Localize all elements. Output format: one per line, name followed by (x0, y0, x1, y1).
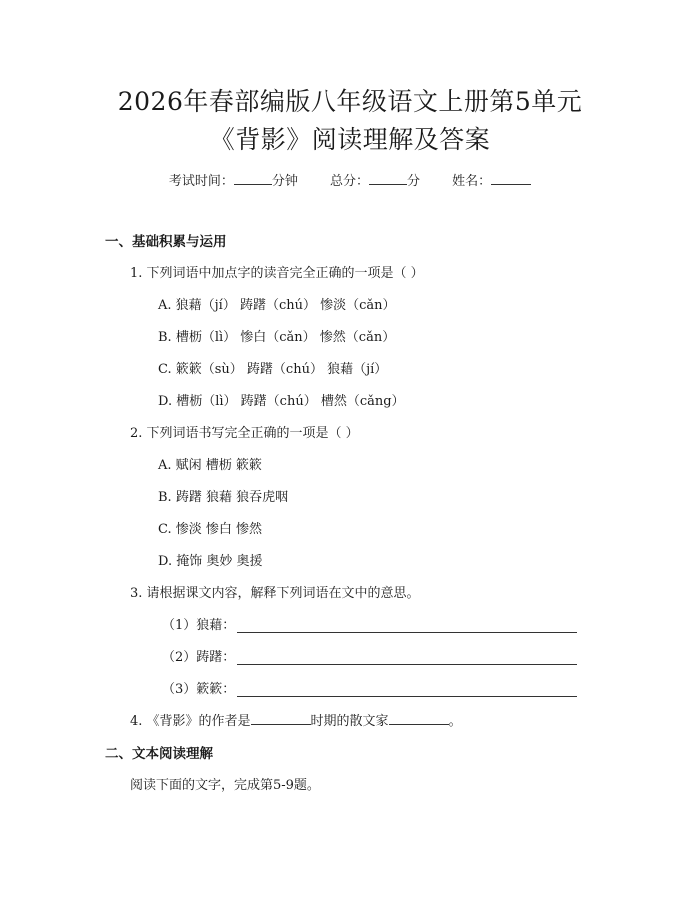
answer-line (237, 620, 577, 633)
document-title-line-1: 2026年春部编版八年级语文上册第5单元 (117, 87, 583, 116)
question-1-option-c: C. 簌簌（sù） 踌躇（chú） 狼藉（jí） (158, 362, 388, 377)
section-1-heading: 一、基础积累与运用 (105, 234, 227, 250)
question-3-item-2: （2）踌躇： (162, 646, 577, 665)
question-1-option-d: D. 槽枥（lì） 踌躇（chú） 槽然（cǎng） (158, 394, 405, 409)
question-2-option-c: C. 惨淡 惨白 惨然 (158, 522, 263, 537)
document-title-line-2: 《背影》阅读理解及答案 (209, 125, 491, 154)
total-score-field: 总分： 分 (329, 174, 421, 189)
student-name-field: 姓名： (452, 174, 531, 189)
question-4-stem: 4. 《背影》的作者是 时期的散文家 。 (130, 714, 462, 729)
question-2-option-d: D. 掩饰 奥妙 奥援 (158, 554, 263, 569)
reading-intro: 阅读下面的文字，完成第5-9题。 (130, 778, 320, 793)
question-2-option-a: A. 赋闲 槽枥 簌簌 (158, 458, 262, 473)
period-blank (389, 712, 449, 725)
section-2-heading: 二、文本阅读理解 (105, 746, 213, 762)
question-1-option-a: A. 狼藉（jí） 踌躇（chú） 惨淡（cǎn） (158, 298, 396, 313)
student-name-blank (491, 172, 531, 185)
question-3-item-3: （3）簌簌： (162, 678, 577, 697)
question-3-stem: 3. 请根据课文内容，解释下列词语在文中的意思。 (130, 586, 420, 601)
answer-line (237, 652, 577, 665)
total-score-blank (369, 172, 407, 185)
question-1-option-b: B. 槽枥（lì） 惨白（cǎn） 惨然（cǎn） (158, 330, 396, 345)
question-2-stem: 2. 下列词语书写完全正确的一项是（ ） (130, 426, 359, 441)
exam-time-blank (234, 172, 272, 185)
exam-info-row (0, 170, 700, 189)
question-1-stem: 1. 下列词语中加点字的读音完全正确的一项是（ ） (130, 266, 424, 281)
author-blank (251, 712, 311, 725)
exam-time-field: 考试时间： 分钟 (168, 174, 298, 189)
answer-line (237, 684, 577, 697)
question-2-option-b: B. 踌躇 狼藉 狼吞虎咽 (158, 490, 289, 505)
question-3-item-1: （1）狼藉： (162, 614, 577, 633)
